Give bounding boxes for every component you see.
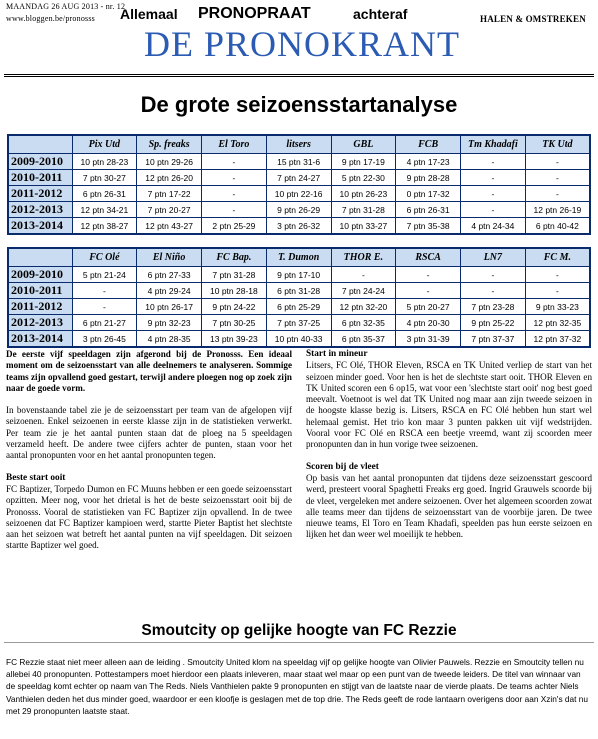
table-cell: 7 ptn 37-37: [461, 331, 526, 348]
table-cell: 6 ptn 26-31: [72, 186, 137, 202]
season-label: 2013-2014: [8, 218, 72, 235]
table-cell: 12 ptn 34-21: [72, 202, 137, 218]
right-paragraph-2: Op basis van het aantal pronopunten dat tijdens deze seizoensstart gescoord werd, presteert vooral Spaghetti Freaks erg goed. Ingrid Grauwels scoorde bij de vleet, vergeleken met andere seizoenen. Over het algemeen scoorden zowat alle teams meer dan tijdens de seizoensstart van de voorbije jaren. De twee nieuwe teams, El Toro en Team Khadafi, speelden pas hun eerste seizoen en lijken het dan weer wel moeilijk te hebben.: [306, 472, 592, 540]
table-cell: 7 ptn 24-24: [331, 283, 396, 299]
team-header: THOR E.: [331, 248, 396, 267]
table-row: [8, 154, 590, 170]
table-header-row: [8, 135, 590, 154]
tag-left: Allemaal: [120, 6, 178, 22]
table-row: [8, 186, 590, 202]
table-row: [8, 283, 590, 299]
table-cell: 3 ptn 26-32: [266, 218, 331, 235]
table-cell: 4 ptn 20-30: [396, 315, 461, 331]
season-label: 2012-2013: [8, 202, 72, 218]
table-cell: 9 ptn 17-19: [331, 154, 396, 170]
team-header: FCB: [396, 135, 461, 154]
table-cell: 3 ptn 31-39: [396, 331, 461, 348]
tag-center: PRONOPRAAT: [198, 5, 311, 22]
table-cell: -: [202, 170, 267, 186]
table-cell: 7 ptn 31-28: [331, 202, 396, 218]
table-cell: 7 ptn 23-28: [461, 299, 526, 315]
table-cell: 10 ptn 29-26: [137, 154, 202, 170]
table-cell: 12 ptn 43-27: [137, 218, 202, 235]
table-cell: 10 ptn 33-27: [331, 218, 396, 235]
season-label: 2013-2014: [8, 331, 72, 348]
team-header: TK Utd: [525, 135, 590, 154]
masthead-divider-2: [4, 76, 594, 77]
table-cell: 9 ptn 28-28: [396, 170, 461, 186]
table-row: [8, 299, 590, 315]
dateline: MAANDAG 26 AUG 2013 - nr. 12: [6, 2, 126, 11]
table-cell: -: [461, 186, 526, 202]
table-cell: 4 ptn 17-23: [396, 154, 461, 170]
table-cell: -: [331, 267, 396, 283]
table-cell: -: [461, 283, 526, 299]
table-cell: 15 ptn 31-6: [266, 154, 331, 170]
table-cell: 4 ptn 24-34: [461, 218, 526, 235]
season-label: 2011-2012: [8, 186, 72, 202]
lead-paragraph: De eerste vijf speeldagen zijn afgerond bij de Pronosss. Een ideaal moment om de seizoensstart van alle deelnemers te analyseren. Sommige teams zijn opvallend goed gestart, terwijl andere ploegen nog op zoek zijn naar de goede vorm.: [6, 349, 292, 393]
team-header: FC Olé: [72, 248, 137, 267]
season-label: 2009-2010: [8, 267, 72, 283]
table-header-row: [8, 248, 590, 267]
table-cell: 7 ptn 24-27: [266, 170, 331, 186]
table-cell: 12 ptn 32-20: [331, 299, 396, 315]
stats-table-1: [7, 134, 591, 235]
season-label: 2010-2011: [8, 170, 72, 186]
right-column: [306, 349, 592, 552]
main-headline: De grote seizoensstartanalyse: [140, 92, 458, 117]
table-cell: 4 ptn 29-24: [137, 283, 202, 299]
table-cell: -: [461, 170, 526, 186]
table-cell: 7 ptn 17-22: [137, 186, 202, 202]
table-cell: 12 ptn 26-20: [137, 170, 202, 186]
team-header: El Toro: [202, 135, 267, 154]
team-header: Tm Khadafi: [461, 135, 526, 154]
table-row: [8, 170, 590, 186]
table-cell: 7 ptn 37-25: [266, 315, 331, 331]
table-corner-cell: [8, 135, 72, 154]
team-header: litsers: [266, 135, 331, 154]
table-cell: 5 ptn 21-24: [72, 267, 137, 283]
table-cell: 9 ptn 33-23: [525, 299, 590, 315]
bottom-article-text: FC Rezzie staat niet meer alleen aan de leiding . Smoutcity United klom na speeldag vijf op gelijke hoogte van Olivier Pauwels. Rezzie en Smoutcity tellen nu allebei 40 pronopunten. Pottestampers moet hierdoor een plaats inleveren, maar staat wel maar op een punt van de tweede leiders. De titel van winnaar van de speeldag komt echter op naam van The Reds. Niels Vanthielen pakte 9 pronopunten en stijgt van de laatste naar de vierde plaats. De teams achter Niels Vanthielen deden het dus minder goed, waardoor er een kloofje is geslagen met de top drie. The Reds geeft de rode lantaarn overigens door aan Xzin's dat nu met 29 pronopunten laatste staat.: [6, 657, 588, 716]
team-header: RSCA: [396, 248, 461, 267]
subheading-start-in-mineur: Start in mineur: [306, 349, 368, 359]
table-cell: 0 ptn 17-32: [396, 186, 461, 202]
table-cell: -: [525, 267, 590, 283]
tag-right: achteraf: [353, 6, 408, 22]
table-row: [8, 202, 590, 218]
table-corner-cell: [8, 248, 72, 267]
table-cell: 12 ptn 32-35: [525, 315, 590, 331]
blog-url[interactable]: www.bloggen.be/pronosss: [6, 14, 95, 23]
table-cell: 3 ptn 26-45: [72, 331, 137, 348]
team-header: El Niño: [137, 248, 202, 267]
table-cell: 7 ptn 35-38: [396, 218, 461, 235]
table-cell: -: [202, 154, 267, 170]
left-column: [6, 349, 292, 563]
table-cell: 6 ptn 35-37: [331, 331, 396, 348]
table-row: [8, 218, 590, 235]
table-row: [8, 331, 590, 348]
season-label: 2010-2011: [8, 283, 72, 299]
table-cell: 13 ptn 39-23: [202, 331, 267, 348]
table-cell: -: [525, 170, 590, 186]
table-cell: 7 ptn 31-28: [202, 267, 267, 283]
section-divider: [4, 642, 594, 643]
table-cell: 12 ptn 37-32: [525, 331, 590, 348]
table-cell: 10 ptn 22-16: [266, 186, 331, 202]
table-cell: 10 ptn 26-17: [137, 299, 202, 315]
table-cell: -: [461, 202, 526, 218]
table-cell: -: [396, 267, 461, 283]
table-cell: -: [72, 283, 137, 299]
team-header: Sp. freaks: [137, 135, 202, 154]
newspaper-title: DE PRONOKRANT: [143, 24, 460, 64]
table-row: [8, 315, 590, 331]
table-cell: 10 ptn 28-23: [72, 154, 137, 170]
second-headline: Smoutcity op gelijke hoogte van FC Rezzie: [141, 622, 457, 639]
table-cell: 9 ptn 26-29: [266, 202, 331, 218]
table-cell: 6 ptn 31-28: [266, 283, 331, 299]
table-row: [8, 267, 590, 283]
table-cell: 10 ptn 40-33: [266, 331, 331, 348]
team-header: FC M.: [525, 248, 590, 267]
team-header: FC Bap.: [202, 248, 267, 267]
team-header: GBL: [331, 135, 396, 154]
right-paragraph-1: Litsers, FC Olé, THOR Eleven, RSCA en TK United verliep de start van het seizoen minder goed. Voor hen is het de slechtste start ooit. THOR Eleven en TK United scoren een 6 op15, wat voor een 'slechtste start ooit' nog best goed meevalt. Voetnoot is wel dat TK United nog maar aan zijn tweede seizoen in de hoogste klasse bezig is. Litsers, RSCA en FC Olé hebben hun start wel helemaal gemist. Het trio kon maar 3 punten pakken uit vijf wedstrijden. Vooral voor FC Olé en RSCA een beetje vreemd, want zij scoorden meer pronopunten dan in hun vorige twee seizoenen.: [306, 360, 592, 450]
table-cell: 6 ptn 27-33: [137, 267, 202, 283]
table-cell: 2 ptn 25-29: [202, 218, 267, 235]
table-cell: 4 ptn 28-35: [137, 331, 202, 348]
subheading-scoren: Scoren bij de vleet: [306, 461, 379, 472]
table-cell: -: [525, 186, 590, 202]
team-header: Pix Utd: [72, 135, 137, 154]
table-cell: 9 ptn 32-23: [137, 315, 202, 331]
table-cell: 6 ptn 40-42: [525, 218, 590, 235]
table-cell: 9 ptn 25-22: [461, 315, 526, 331]
left-paragraph-1: In bovenstaande tabel zie je de seizoensstart per team van de afgelopen vijf seizoenen. Enkel seizoenen in eerste klasse zijn in de statistieken verwerkt. Per team zie je het aantal punten staan dat de ploeg na 5 speeldagen verzameld heeft. De andere twee cijfers achter de punten, staan voor het aantal pronopunten voor en het aantal pronopunten tegen.: [6, 405, 292, 461]
stats-table-2: [7, 247, 591, 348]
season-label: 2012-2013: [8, 315, 72, 331]
table-cell: 9 ptn 24-22: [202, 299, 267, 315]
subheading-best-start: Beste start ooit: [6, 472, 66, 483]
table-cell: 7 ptn 30-25: [202, 315, 267, 331]
table-cell: -: [396, 283, 461, 299]
table-cell: 12 ptn 38-27: [72, 218, 137, 235]
table-cell: 6 ptn 32-35: [331, 315, 396, 331]
table-cell: 12 ptn 26-19: [525, 202, 590, 218]
table-cell: -: [525, 283, 590, 299]
table-cell: 6 ptn 26-31: [396, 202, 461, 218]
masthead-divider: [4, 74, 594, 75]
table-cell: -: [202, 202, 267, 218]
team-header: LN7: [461, 248, 526, 267]
table-cell: 6 ptn 25-29: [266, 299, 331, 315]
table-cell: -: [202, 186, 267, 202]
table-cell: 5 ptn 22-30: [331, 170, 396, 186]
table-cell: 10 ptn 26-23: [331, 186, 396, 202]
left-paragraph-2: FC Baptizer, Torpedo Dumon en FC Muuns hebben er een goede seizoensstart opzitten. Meer nog, voor het drietal is het de beste seizoensstart ooit bij de Pronosss. Vooral de statistieken van FC Baptizer zijn opvallend. In de twee seizoenen dat FC Baptizer kampioen werd, startte Pieter Baptist het slechtste aan het seizoen wat betreft het aantal punten na vijf speeldagen. Dit seizoen startte Baptizer wel goed.: [6, 483, 292, 551]
table-cell: -: [525, 154, 590, 170]
table-cell: -: [461, 267, 526, 283]
region-label: HALEN & OMSTREKEN: [480, 14, 586, 24]
table-cell: -: [461, 154, 526, 170]
table-cell: -: [72, 299, 137, 315]
table-cell: 5 ptn 20-27: [396, 299, 461, 315]
table-cell: 7 ptn 20-27: [137, 202, 202, 218]
table-cell: 7 ptn 30-27: [72, 170, 137, 186]
season-label: 2011-2012: [8, 299, 72, 315]
table-cell: 10 ptn 28-18: [202, 283, 267, 299]
table-cell: 6 ptn 21-27: [72, 315, 137, 331]
table-cell: 9 ptn 17-10: [266, 267, 331, 283]
team-header: T. Dumon: [266, 248, 331, 267]
season-label: 2009-2010: [8, 154, 72, 170]
